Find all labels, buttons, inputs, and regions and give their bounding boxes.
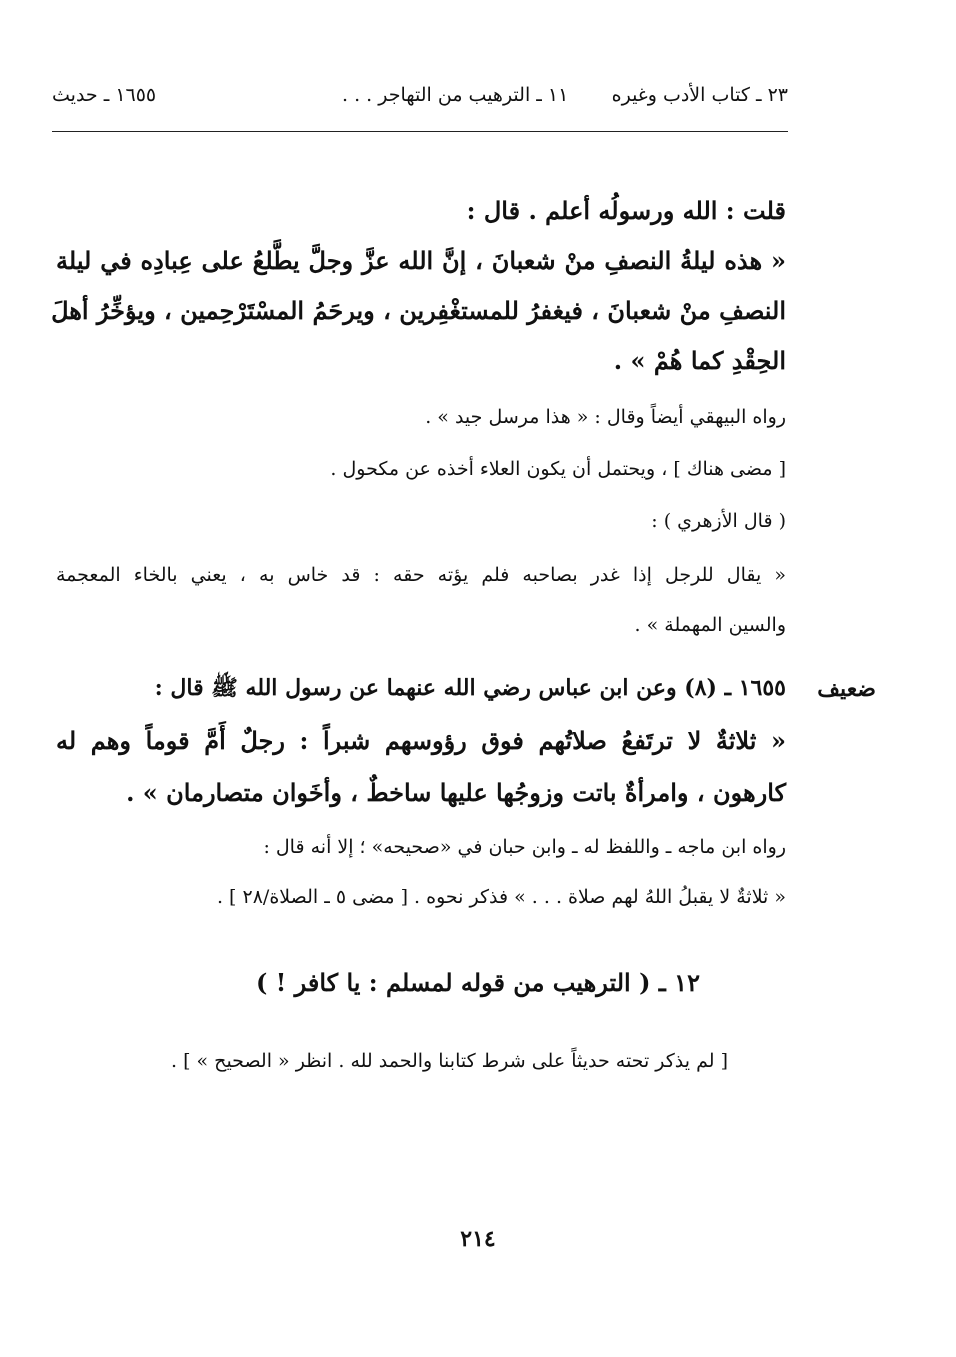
hadith-heading: ١٦٥٥ ـ (٨) وعن ابن عباس رضي الله عنهما عن رسول الله ﷺ قال : (154, 675, 786, 701)
commentary-line: والسين المهملة » . (634, 614, 786, 636)
header-book-title: ٢٣ ـ كتاب الأدب وغيره (611, 84, 788, 106)
section-title: ١٢ ـ ( الترهيب من قوله لمسلم : يا كافر ! ) (256, 968, 700, 997)
commentary-line: « يقال للرجل إذا غدر بصاحبه فلم يؤته حقه : قد خاس به ، يعني بالخاء المعجمة (56, 564, 786, 586)
section-note: [ لم يذكر تحته حديثاً على شرط كتابنا والحمد لله . انظر « الصحيح » ] . (170, 1050, 728, 1072)
header-rule (52, 131, 788, 132)
hadith-text-line: « هذه ليلةُ النصفِ منْ شعبانَ ، إنَّ الله عزَّ وجلَّ يطَّلعُ على عِبادِه في ليلة (56, 246, 786, 275)
commentary-line: ( قال الأزهري ) : (651, 510, 786, 532)
hadith-text-line: الحِقْدِ كما هُمْ » . (613, 346, 786, 375)
commentary-line: رواه البيهقي أيضاً وقال : « هذا مرسل جيد » . (425, 406, 786, 428)
text-line: قلت : الله ورسولُه أعلم . قال : (466, 196, 786, 225)
hadith-text-line: كارهون ، وامرأةٌ باتت وزوجُها عليها ساخطٌ ، وأخَوان متصارمان » . (126, 778, 786, 807)
hadith-text-line: النصفِ منْ شعبانَ ، فيغفرُ للمستغْفِرين ، ويرحَمُ المسْتَرْحِمين ، ويؤخِّرُ أهلَ (51, 296, 786, 325)
commentary-line: « ثلاثةٌ لا يقبلُ اللهُ لهم صلاة . . . » فذكر نحوه . [ مضى ٥ ـ الصلاة/٢٨ ] . (216, 886, 786, 908)
header-chapter: ١١ ـ الترهيب من التهاجر . . . (342, 84, 569, 106)
commentary-line: رواه ابن ماجه ـ واللفظ له ـ وابن حبان في «صحيحه» ؛ إلا أنه قال : (263, 836, 786, 858)
running-header (52, 84, 788, 114)
commentary-line: [ مضى هناك ] ، ويحتمل أن يكون العلاء أخذه عن مكحول . (330, 458, 786, 480)
header-hadith-number: ١٦٥٥ ـ حديث (52, 84, 157, 106)
grade-label: ضعيف (817, 676, 876, 702)
page-number: ٢١٤ (460, 1226, 496, 1252)
hadith-text-line: « ثلاثةٌ لا ترتَفعُ صلاتُهم فوق رؤوسهم شبراً : رجلٌ أَمَّ قوماً وهم له (56, 726, 786, 755)
